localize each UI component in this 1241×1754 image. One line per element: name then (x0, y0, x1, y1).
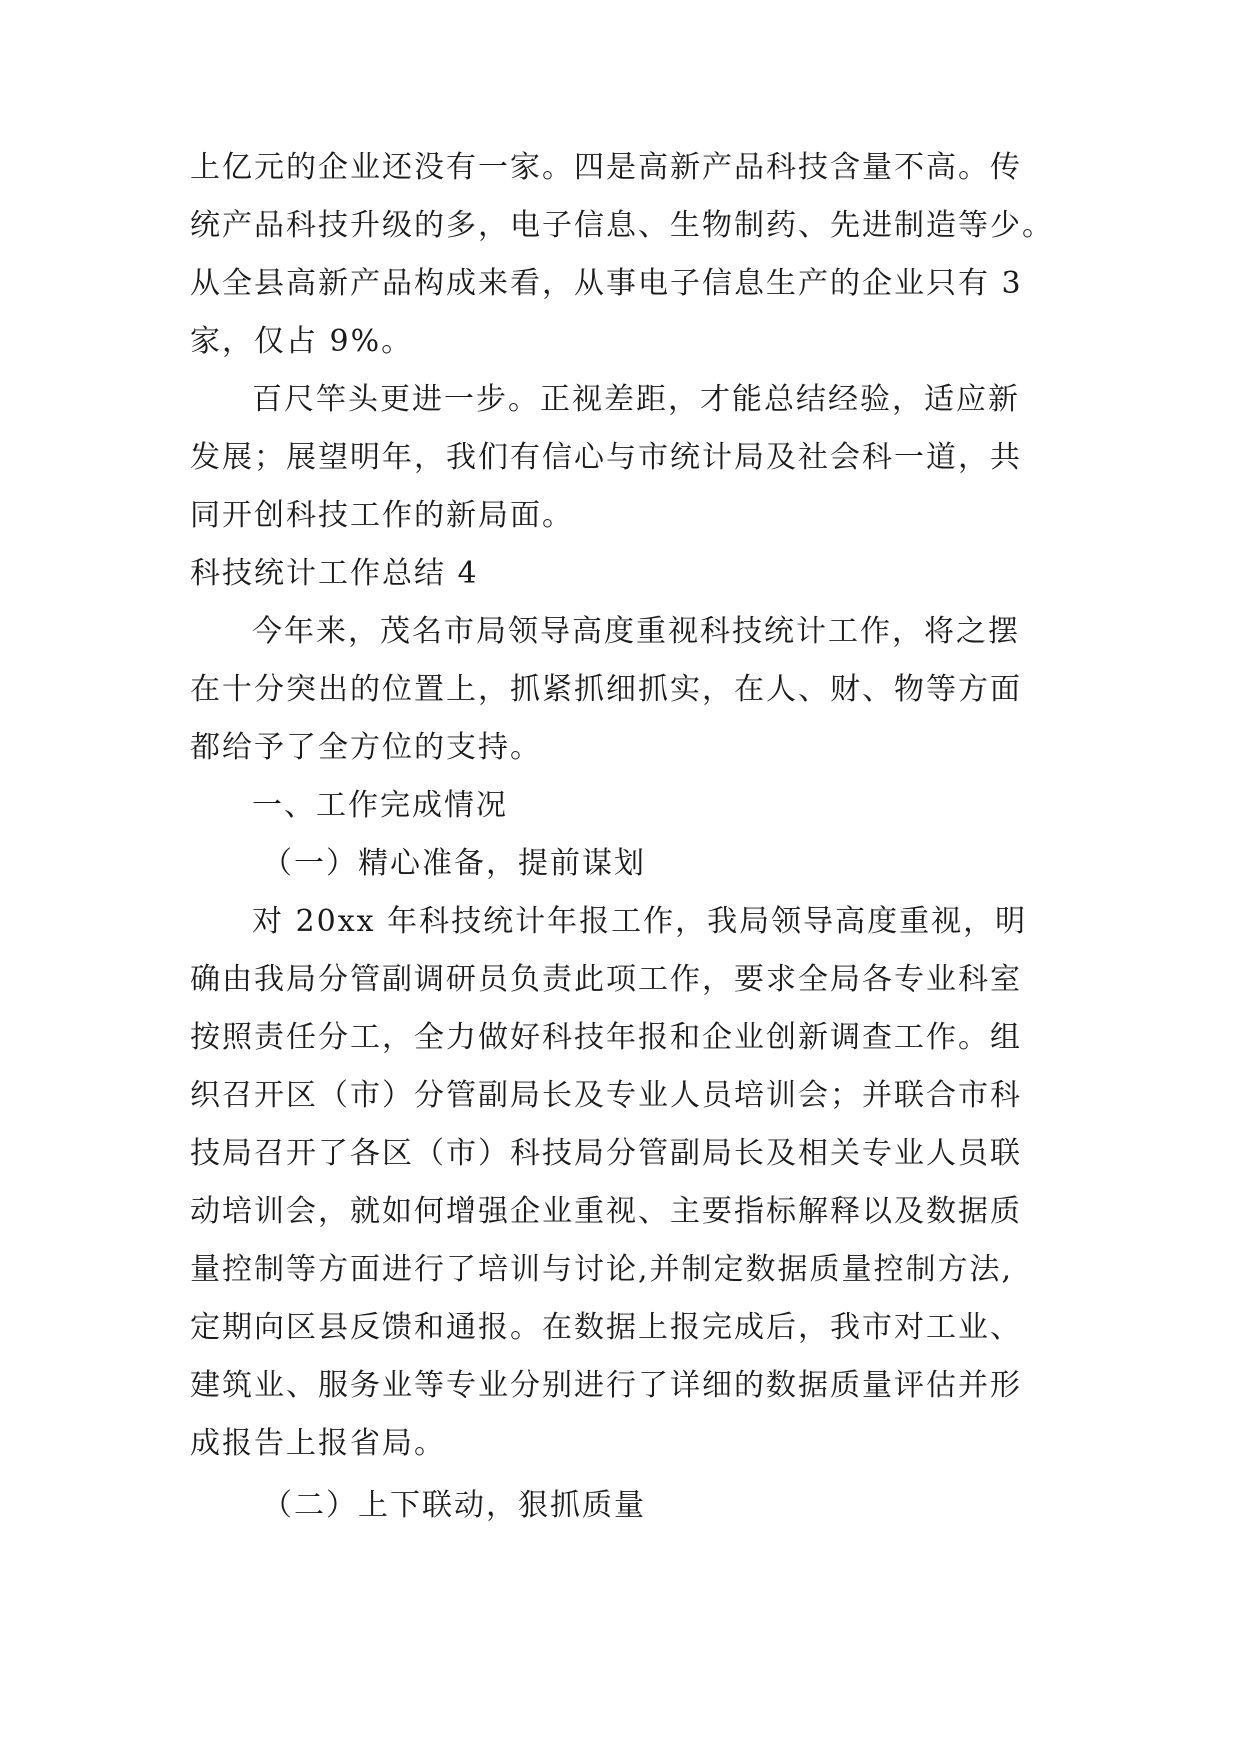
text-line: 定期向区县反馈和通报。在数据上报完成后，我市对工业、 (190, 1310, 1022, 1345)
text-line: 统产品科技升级的多，电子信息、生物制药、先进制造等少。 (190, 208, 1054, 243)
text-line: 按照责任分工，全力做好科技年报和企业创新调查工作。组 (190, 1020, 1022, 1055)
text-line: 发展；展望明年，我们有信心与市统计局及社会科一道，共 (190, 440, 1022, 475)
text-line: 建筑业、服务业等专业分别进行了详细的数据质量评估并形 (190, 1368, 1022, 1403)
paragraph-first-line: 今年来，茂名市局领导高度重视科技统计工作，将之摆 (252, 614, 1020, 649)
paragraph-first-line: 百尺竿头更进一步。正视差距，才能总结经验，适应新 (252, 382, 1020, 417)
subheading: 一、工作完成情况 (252, 788, 508, 823)
text-line: 技局召开了各区（市）科技局分管副局长及相关专业人员联 (190, 1136, 1022, 1171)
text-line: 在十分突出的位置上，抓紧抓细抓实，在人、财、物等方面 (190, 672, 1022, 707)
text-line: 家，仅占 9%。 (190, 324, 414, 359)
text-line: 确由我局分管副调研员负责此项工作，要求全局各专业科室 (190, 962, 1022, 997)
subheading: （一）精心准备，提前谋划 (262, 846, 646, 881)
text-line: 都给予了全方位的支持。 (190, 730, 542, 765)
section-heading: 科技统计工作总结 4 (190, 556, 479, 591)
text-line: 从全县高新产品构成来看，从事电子信息生产的企业只有 3 (190, 266, 1023, 301)
text-line: 上亿元的企业还没有一家。四是高新产品科技含量不高。传 (190, 150, 1022, 185)
text-line: 动培训会，就如何增强企业重视、主要指标解释以及数据质 (190, 1194, 1022, 1229)
subheading: （二）上下联动，狠抓质量 (262, 1488, 646, 1523)
text-line: 织召开区（市）分管副局长及专业人员培训会；并联合市科 (190, 1078, 1022, 1113)
text-line: 同开创科技工作的新局面。 (190, 498, 574, 533)
text-line: 成报告上报省局。 (190, 1426, 446, 1461)
text-line: 量控制等方面进行了培训与讨论,并制定数据质量控制方法, (190, 1252, 1014, 1287)
paragraph-first-line: 对 20xx 年科技统计年报工作，我局领导高度重视，明 (252, 904, 1028, 939)
